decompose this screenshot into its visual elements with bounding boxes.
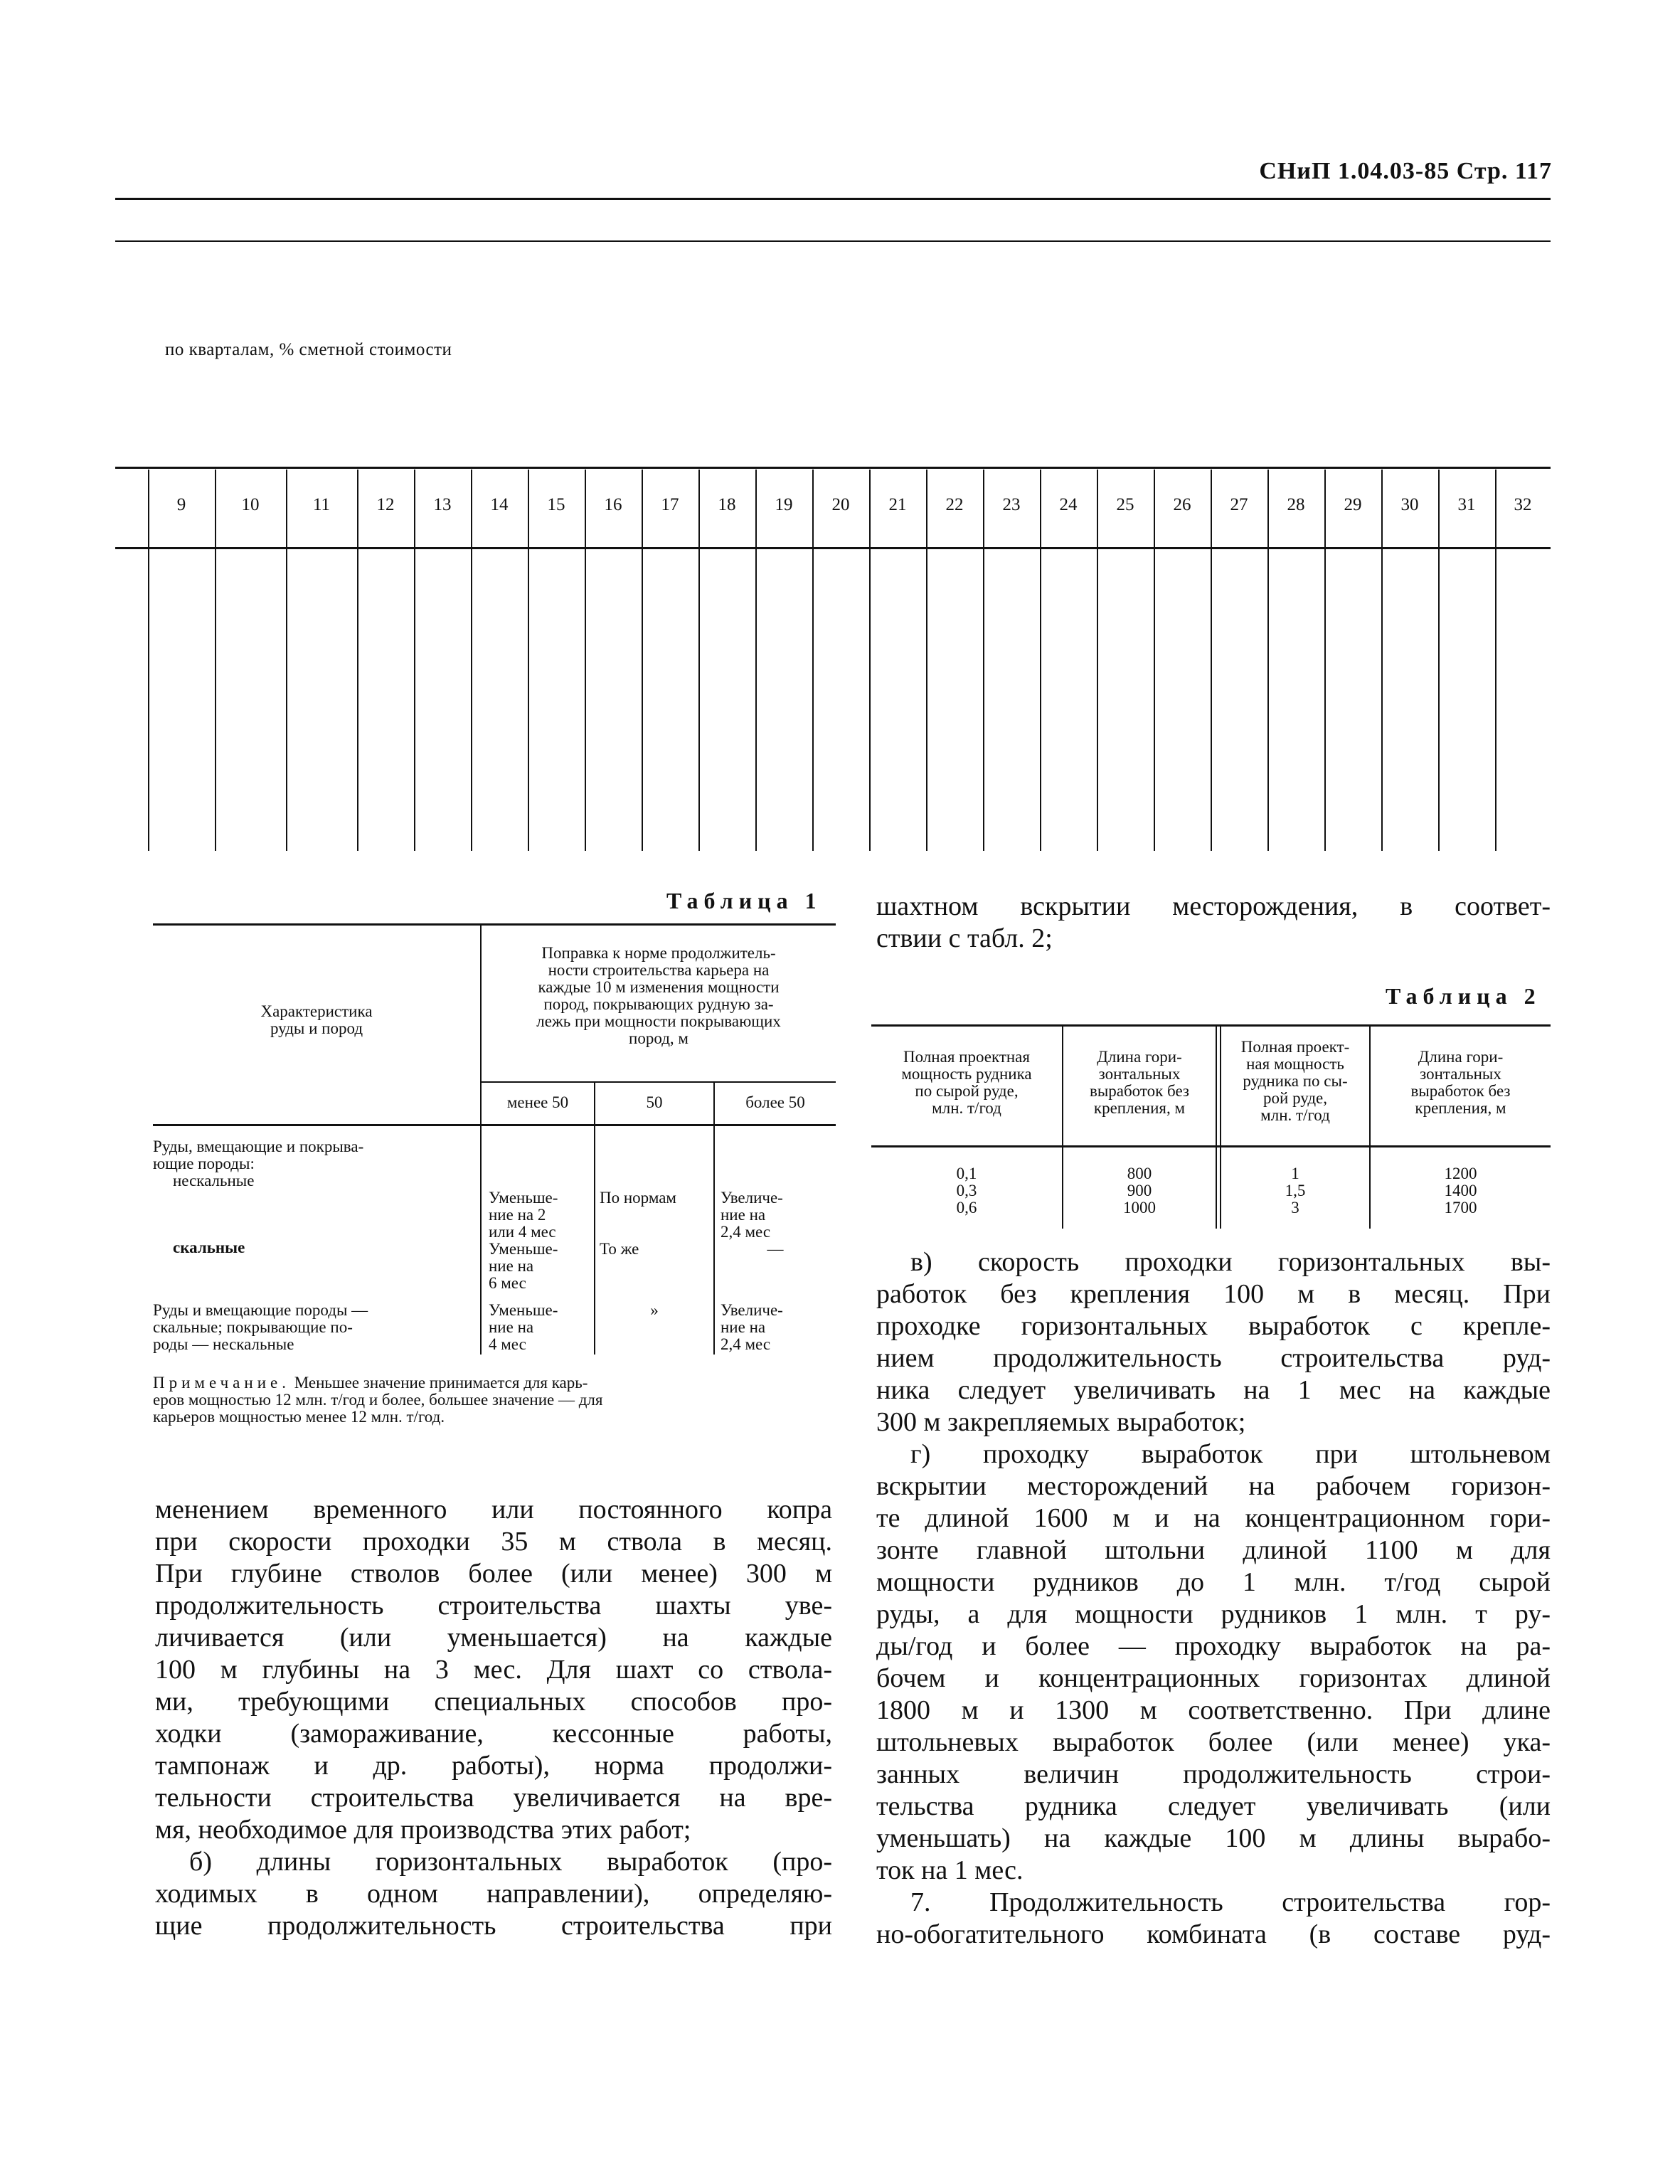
t1-label-line: Руды, вмещающие и покрыва- — [153, 1138, 364, 1155]
note-line — [153, 1374, 836, 1391]
t1-label-line: нескальные — [173, 1172, 255, 1189]
grid-column-line — [1381, 470, 1383, 851]
grid-header-rule — [115, 547, 1551, 549]
text-line: тельности строительства увеличивается на вре- — [155, 1783, 832, 1813]
t2-cell: 1000 — [1123, 1199, 1156, 1216]
t2-head-line: по сырой руде, — [915, 1082, 1019, 1100]
t1-sub-less: менее 50 — [506, 1093, 569, 1111]
grid-column-line — [1495, 470, 1496, 851]
grid-column-number: 22 — [945, 495, 964, 514]
t1-head-line: пород, покрывающих рудную за- — [543, 995, 774, 1013]
t2-head-line: млн. т/год — [932, 1099, 1001, 1117]
text-line: зонте главной штольни длиной 1100 м для — [876, 1535, 1551, 1565]
t2-cell: 0,3 — [956, 1182, 977, 1199]
t1-head-char — [153, 1003, 480, 1037]
grid-column-line — [869, 470, 871, 851]
table1 — [153, 923, 836, 1357]
t2-cell: 900 — [1127, 1182, 1152, 1199]
t1-row-label — [173, 1172, 472, 1189]
t2-cell: 800 — [1127, 1165, 1152, 1182]
grid-column-line — [983, 470, 984, 851]
text-line: б) длины горизонтальных выработок (про- — [189, 1847, 832, 1877]
right-top-text — [876, 891, 1551, 955]
t1-cell-line: ние на — [489, 1257, 534, 1275]
note-line: карьеров мощностью менее 12 млн. т/год. — [153, 1408, 445, 1426]
grid-column-number: 26 — [1173, 495, 1191, 514]
grid-column-line — [1211, 470, 1212, 851]
grid-column-line — [1154, 470, 1155, 851]
t2-cell: 0,1 — [956, 1165, 977, 1182]
text-line: ника следует увеличивать на 1 мес на каждые — [876, 1375, 1551, 1405]
t1-rule-head — [153, 1124, 836, 1126]
text-line: мощности рудников до 1 млн. т/год сырой — [876, 1567, 1551, 1597]
text-line: При глубине стволов более (или менее) 300 м — [155, 1559, 832, 1589]
grid-column-line — [642, 470, 643, 851]
t1-cell-line: Увеличе- — [721, 1189, 783, 1207]
grid-top-rule — [115, 467, 1551, 469]
grid-column-number: 15 — [547, 495, 565, 514]
t2-head-line: зонтальных — [1098, 1065, 1181, 1083]
grid-column-number: 11 — [312, 495, 331, 514]
grid-column-number: 31 — [1457, 495, 1476, 514]
t1-row-less — [489, 1189, 588, 1241]
grid-column-line — [1267, 470, 1269, 851]
note-text: Меньшее значение принимается для карь- — [294, 1374, 588, 1391]
t1-row-label — [153, 1138, 477, 1172]
grid-column-line — [755, 470, 757, 851]
text-line: те длиной 1600 м и на концентрационном гори- — [876, 1503, 1551, 1533]
t2-cell: 1 — [1291, 1165, 1299, 1182]
grid-column-line — [528, 470, 529, 851]
t1-row-more — [721, 1302, 827, 1353]
table2-title: Таблица 2 — [1386, 983, 1541, 1009]
text-line: ходки (замораживание, кессонные работы, — [155, 1719, 832, 1749]
t1-cell-line: 2,4 мес — [721, 1335, 771, 1353]
text-line: 300 м закрепляемых выработок; — [876, 1407, 1246, 1437]
t2-cell: 0,6 — [956, 1199, 977, 1216]
t2-head-line: млн. т/год — [1260, 1106, 1330, 1124]
grid-column-number: 24 — [1059, 495, 1078, 514]
grid-column-number: 21 — [888, 495, 907, 514]
t2-head-line: выработок без — [1089, 1082, 1190, 1100]
text-line: ток на 1 мес. — [876, 1855, 1024, 1885]
grid-column-number: 23 — [1002, 495, 1021, 514]
t1-label-line: скальные; покрывающие по- — [153, 1318, 353, 1336]
grid-column-line — [812, 470, 814, 851]
t2-head-line: Полная проектная — [903, 1048, 1030, 1066]
text-line: бочем и концентрационных горизонтах длиной — [876, 1663, 1551, 1693]
t2-head-1 — [871, 1049, 1062, 1117]
text-line: 1800 м и 1300 м соответственно. При длине — [876, 1695, 1551, 1725]
t1-label-line: ющие породы: — [153, 1155, 255, 1172]
t1-row-eq — [595, 1302, 713, 1319]
schedule-grid — [115, 467, 1551, 851]
t1-cell-line: ние на 2 — [489, 1206, 546, 1224]
t1-cell-line: 4 мес — [489, 1335, 526, 1353]
t1-row-less — [489, 1241, 588, 1292]
text-line: руды, а для мощности рудников 1 млн. т ру- — [876, 1599, 1551, 1629]
table1-note — [153, 1374, 836, 1426]
t2-head-line: Длина гори- — [1418, 1048, 1504, 1066]
text-line: ды/год и более — проходку выработок на ра- — [876, 1631, 1551, 1661]
t1-head-char-line: руды и пород — [270, 1019, 363, 1037]
grid-column-number: 10 — [241, 495, 260, 514]
text-line: г) проходку выработок при штольневом — [910, 1439, 1551, 1469]
t1-cell-line: Уменьше- — [489, 1301, 558, 1319]
t2-col3 — [1221, 1165, 1369, 1216]
page-header: СНиП 1.04.03-85 Стр. 117 — [1259, 158, 1552, 184]
t1-row-label — [173, 1239, 472, 1256]
t2-head-line: рой руде, — [1263, 1089, 1327, 1107]
text-line: личивается (или уменьшается) на каждые — [155, 1623, 832, 1653]
text-line: при скорости проходки 35 м ствола в месяц. — [155, 1527, 832, 1557]
t1-row-less — [489, 1302, 588, 1353]
t2-head-line: крепления, м — [1415, 1099, 1506, 1117]
text-line: ствии с табл. 2; — [876, 923, 1053, 953]
grid-column-line — [414, 470, 415, 851]
text-line: менением временного или постоянного копра — [155, 1495, 832, 1525]
grid-column-number: 17 — [661, 495, 679, 514]
t2-cell: 1400 — [1444, 1182, 1477, 1199]
grid-column-number: 12 — [376, 495, 395, 514]
grid-column-line — [585, 470, 586, 851]
text-line: уменьшать) на каждые 100 м длины вырабо- — [876, 1823, 1551, 1853]
grid-column-line — [357, 470, 358, 851]
text-line: шахтном вскрытии месторождения, в соответ- — [876, 891, 1551, 921]
text-line: вскрытии месторождений на рабочем горизон- — [876, 1471, 1551, 1501]
t1-vline-3 — [713, 1083, 715, 1355]
t1-cell-line: ние на — [489, 1318, 534, 1336]
t1-cell-line: То же — [600, 1240, 639, 1258]
t1-label-line: скальные — [173, 1239, 245, 1256]
text-line: 100 м глубины на 3 мес. Для шахт со ствола- — [155, 1655, 832, 1685]
t1-row-label — [153, 1302, 477, 1353]
t2-col2 — [1063, 1165, 1216, 1216]
t2-col4 — [1371, 1165, 1551, 1216]
grid-column-line — [926, 470, 927, 851]
t1-rule-top — [153, 923, 836, 926]
text-line: нием продолжительность строительства руд- — [876, 1343, 1551, 1373]
t1-label-line: Руды и вмещающие породы — — [153, 1301, 368, 1319]
grid-column-number: 32 — [1514, 495, 1532, 514]
t1-head-line: лежь при мощности покрывающих — [536, 1012, 781, 1030]
t2-rule-top — [871, 1024, 1551, 1027]
t1-row-more — [715, 1241, 836, 1258]
header-rule-top — [115, 198, 1551, 200]
t1-cell-line: ние на — [721, 1318, 766, 1336]
t2-col1 — [871, 1165, 1062, 1216]
t2-head-line: крепления, м — [1093, 1099, 1186, 1117]
t1-sub-more: более 50 — [745, 1093, 805, 1111]
t2-head-line: ная мощность — [1246, 1055, 1344, 1073]
t2-cell: 1,5 — [1285, 1182, 1306, 1199]
t2-cell: 1700 — [1444, 1199, 1477, 1216]
header-rule-bottom — [115, 240, 1551, 242]
grid-column-number: 13 — [433, 495, 452, 514]
t1-cell-line: 2,4 мес — [721, 1223, 771, 1241]
text-line: тельства рудника следует увеличивать (или — [876, 1791, 1551, 1821]
t1-row-more — [721, 1189, 827, 1241]
grid-column-number: 27 — [1230, 495, 1248, 514]
text-line: тампонаж и др. работы), норма продолжи- — [155, 1751, 832, 1781]
text-line: 7. Продолжительность строительства гор- — [910, 1887, 1551, 1917]
text-line: проходке горизонтальных выработок с крепле- — [876, 1311, 1551, 1341]
grid-column-number: 29 — [1344, 495, 1362, 514]
t1-head-line: каждые 10 м изменения мощности — [538, 978, 780, 996]
t2-head-line: мощность рудника — [901, 1065, 1032, 1083]
grid-column-number: 28 — [1287, 495, 1305, 514]
t2-head-4 — [1371, 1049, 1551, 1117]
t1-rule-sub — [480, 1081, 836, 1083]
left-body-text — [155, 1494, 832, 1942]
page-subtitle: по кварталам, % сметной стоимости — [165, 340, 452, 359]
t2-head-line: выработок без — [1410, 1082, 1511, 1100]
t1-cell-line: 6 мес — [489, 1274, 526, 1292]
t1-head-char-line: Характеристика — [260, 1002, 373, 1020]
text-line: ми, требующими специальных способов про- — [155, 1687, 832, 1717]
t1-cell-line: Уменьше- — [489, 1189, 558, 1207]
t2-head-2 — [1063, 1049, 1216, 1117]
grid-column-line — [471, 470, 472, 851]
t1-cell-line: По нормам — [600, 1189, 676, 1207]
right-body-text — [876, 1246, 1551, 1951]
t1-row-eq — [600, 1241, 712, 1258]
text-line: в) скорость проходки горизонтальных вы- — [910, 1247, 1551, 1277]
text-line: но-обогатительного комбината (в составе руд- — [876, 1919, 1551, 1949]
t1-row-eq — [600, 1189, 712, 1207]
note-line: еров мощностью 12 млн. т/год и более, большее значение — для — [153, 1391, 603, 1409]
t1-cell-line: — — [767, 1240, 784, 1258]
grid-column-line — [148, 470, 149, 851]
text-line: штольневых выработок более (или менее) ука- — [876, 1727, 1551, 1757]
t1-sub-eq: 50 — [646, 1093, 663, 1111]
grid-column-number: 16 — [604, 495, 622, 514]
grid-column-line — [286, 470, 287, 851]
t2-head-line: зонтальных — [1420, 1065, 1501, 1083]
grid-column-number: 25 — [1116, 495, 1134, 514]
t1-cell-line: или 4 мес — [489, 1223, 556, 1241]
note-label: Примечание. — [153, 1374, 290, 1391]
t2-head-line: рудника по сы- — [1243, 1072, 1348, 1090]
grid-column-number: 30 — [1400, 495, 1419, 514]
text-line: продолжительность строительства шахты уве- — [155, 1591, 832, 1621]
text-line: ходимых в одном направлении), определяю- — [155, 1879, 832, 1909]
t1-head-correction — [482, 945, 836, 1047]
table1-title: Таблица 1 — [666, 888, 822, 913]
t1-cell-line: Уменьше- — [489, 1240, 558, 1258]
t1-cell-line: » — [650, 1301, 659, 1319]
t2-cell: 1200 — [1444, 1165, 1477, 1182]
t1-head-line: пород, м — [629, 1029, 689, 1047]
t1-cell-line: Увеличе- — [721, 1301, 783, 1319]
t2-cell: 3 — [1291, 1199, 1299, 1216]
grid-column-line — [698, 470, 700, 851]
grid-column-line — [215, 470, 216, 851]
text-line: щие продолжительность строительства при — [155, 1911, 832, 1941]
text-line: работок без крепления 100 м в месяц. При — [876, 1279, 1551, 1309]
t2-head-3 — [1221, 1039, 1369, 1124]
grid-column-number: 20 — [831, 495, 850, 514]
grid-column-line — [1040, 470, 1041, 851]
t2-vline-2a — [1216, 1026, 1217, 1229]
grid-column-line — [1438, 470, 1440, 851]
t1-cell-line: ние на — [721, 1206, 766, 1224]
t2-head-line: Полная проект- — [1240, 1038, 1350, 1056]
t1-head-line: ности строительства карьера на — [548, 961, 770, 979]
table2 — [871, 1024, 1551, 1231]
grid-column-number: 19 — [775, 495, 793, 514]
grid-column-number: 14 — [490, 495, 509, 514]
t1-head-line: Поправка к норме продолжитель- — [541, 944, 776, 962]
grid-column-line — [1324, 470, 1326, 851]
grid-column-number: 18 — [718, 495, 736, 514]
grid-column-line — [1097, 470, 1098, 851]
t2-rule-head — [871, 1145, 1551, 1147]
text-line: мя, необходимое для производства этих работ; — [155, 1815, 691, 1845]
grid-column-number: 9 — [176, 495, 186, 514]
text-line: занных величин продолжительность строи- — [876, 1759, 1551, 1789]
t1-label-line: роды — нескальные — [153, 1335, 294, 1353]
t2-head-line: Длина гори- — [1097, 1048, 1182, 1066]
